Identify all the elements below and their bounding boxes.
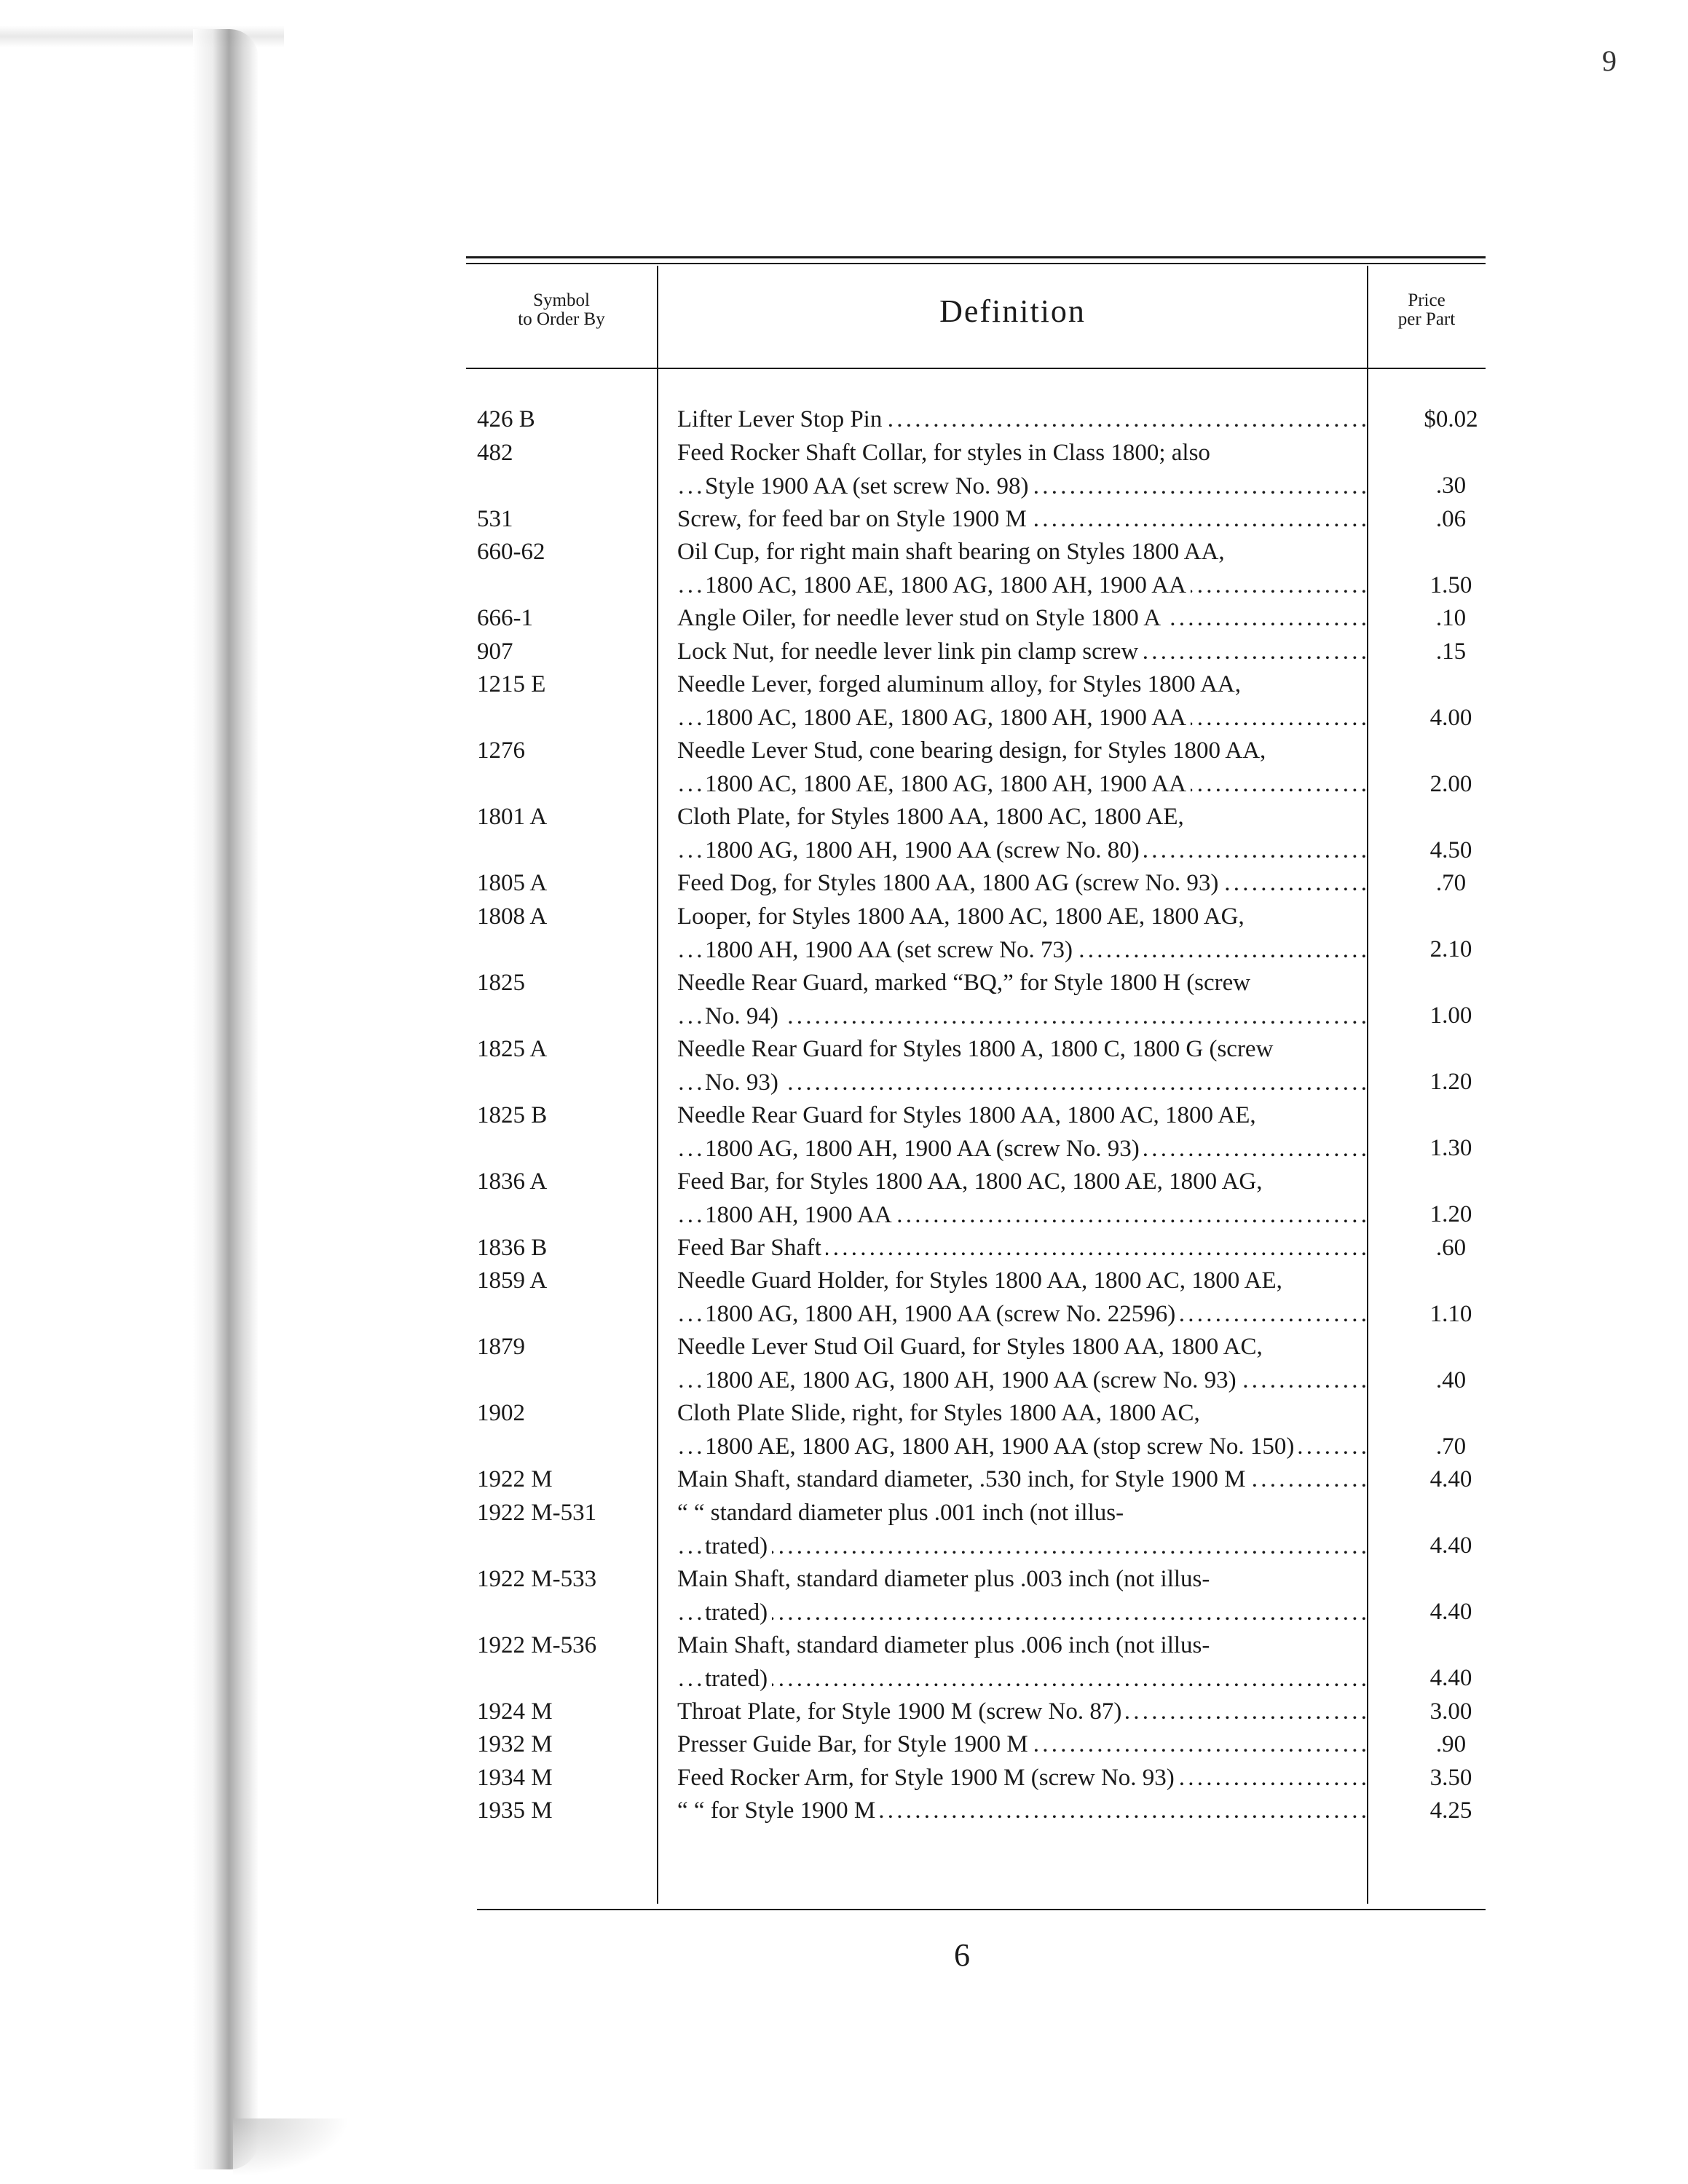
part-price: .30: [1435, 472, 1467, 499]
part-symbol: 1859 A: [477, 1267, 548, 1294]
definition-line: [677, 1400, 1365, 1433]
definition-line: [677, 1632, 1365, 1666]
part-symbol: 1932 M: [477, 1731, 553, 1757]
definition-text: “ “ standard diameter plus .001 inch (not illus-: [677, 1500, 1128, 1526]
part-definition: [677, 1036, 1365, 1103]
definition-line: [677, 705, 1365, 738]
part-price: .60: [1435, 1234, 1467, 1261]
part-definition: [677, 406, 1365, 440]
definition-text: Lifter Lever Stop Pin: [677, 406, 886, 432]
part-price: .70: [1435, 1433, 1467, 1460]
definition-text: No. 93): [705, 1069, 783, 1096]
symbol-column-header: [466, 291, 657, 330]
part-symbol: 1825 B: [477, 1101, 548, 1128]
definition-line: [677, 1566, 1365, 1599]
definition-text: Oil Cup, for right main shaft bearing on Styles 1800 AA,: [677, 539, 1229, 565]
definition-line: [677, 903, 1365, 937]
definition-text: 1800 AH, 1900 AA (set screw No. 73): [705, 937, 1077, 963]
part-definition: [677, 737, 1365, 804]
part-price: 1.30: [1429, 1135, 1472, 1161]
part-definition: [677, 1466, 1365, 1500]
definition-line: [677, 837, 1365, 871]
part-symbol: 1805 A: [477, 870, 548, 896]
symbol-header-line2: to Order By: [518, 309, 605, 330]
part-price: 2.00: [1429, 770, 1472, 797]
part-definition: [677, 1632, 1365, 1699]
definition-text: Feed Rocker Shaft Collar, for styles in Class 1800; also: [677, 440, 1215, 466]
column-divider-left: [657, 266, 658, 1904]
part-symbol: 1801 A: [477, 804, 548, 830]
definition-line: [677, 1301, 1365, 1334]
part-definition: [677, 1797, 1365, 1831]
price-header-line1: Price: [1408, 290, 1446, 310]
definition-line: [677, 1003, 1365, 1037]
definition-text: 1800 AC, 1800 AE, 1800 AG, 1800 AH, 1900 AA: [705, 572, 1191, 598]
definition-text: Needle Lever Stud, cone bearing design, for Styles 1800 AA,: [677, 737, 1270, 764]
definition-text: 1800 AC, 1800 AE, 1800 AG, 1800 AH, 1900 AA: [705, 705, 1191, 731]
definition-line: [677, 572, 1365, 606]
definition-line: [677, 1168, 1365, 1202]
definition-line: [677, 1599, 1365, 1633]
definition-text: Screw, for feed bar on Style 1900 M: [677, 506, 1031, 532]
definition-line: [677, 1433, 1365, 1467]
definition-text: 1800 AC, 1800 AE, 1800 AG, 1800 AH, 1900 AA: [705, 771, 1191, 797]
column-divider-right: [1367, 266, 1368, 1904]
definition-text: trated): [705, 1666, 772, 1692]
part-definition: [677, 539, 1365, 606]
definition-line: [677, 539, 1365, 572]
part-price: .90: [1435, 1731, 1467, 1757]
definition-line: [677, 1500, 1365, 1533]
part-price: 4.40: [1429, 1599, 1472, 1625]
definition-line: [677, 1698, 1365, 1732]
part-price: 4.40: [1429, 1665, 1472, 1691]
part-definition: [677, 870, 1365, 903]
definition-text: Angle Oiler, for needle lever stud on Style 1800 A: [677, 605, 1165, 631]
definition-line: [677, 473, 1365, 507]
definition-text: 1800 AH, 1900 AA: [705, 1202, 896, 1228]
definition-text: 1800 AG, 1800 AH, 1900 AA (screw No. 93): [705, 1136, 1144, 1162]
definition-line: [677, 1235, 1365, 1268]
part-definition: [677, 1765, 1365, 1798]
part-price: 4.50: [1429, 836, 1472, 863]
definition-text: 1800 AG, 1800 AH, 1900 AA (screw No. 22596): [705, 1301, 1180, 1327]
part-symbol: 1825: [477, 969, 525, 996]
definition-line: [677, 970, 1365, 1003]
part-price: 1.50: [1429, 571, 1472, 598]
definition-text: Lock Nut, for needle lever link pin clamp screw: [677, 638, 1143, 665]
definition-line: [677, 937, 1365, 970]
part-price: .70: [1435, 870, 1467, 896]
definition-text: Style 1900 AA (set screw No. 98): [705, 473, 1033, 499]
part-symbol: 1922 M-531: [477, 1499, 597, 1526]
definition-text: Feed Rocker Arm, for Style 1900 M (screw No. 93): [677, 1765, 1179, 1791]
part-symbol: 666-1: [477, 605, 533, 631]
part-symbol: 531: [477, 505, 513, 532]
part-price: 4.00: [1429, 704, 1472, 731]
definition-line: [677, 1069, 1365, 1103]
part-symbol: 1836 B: [477, 1234, 548, 1261]
definition-text: Throat Plate, for Style 1900 M (screw No. 87): [677, 1698, 1126, 1725]
definition-text: Feed Dog, for Styles 1800 AA, 1800 AG (screw No. 93): [677, 870, 1223, 896]
definition-text: Looper, for Styles 1800 AA, 1800 AC, 1800 AE, 1800 AG,: [677, 903, 1249, 930]
definition-line: [677, 1102, 1365, 1136]
part-definition: [677, 804, 1365, 871]
part-definition: [677, 970, 1365, 1037]
price-header-line2: per Part: [1397, 309, 1456, 330]
part-definition: [677, 671, 1365, 738]
definition-line: [677, 605, 1365, 638]
part-symbol: 907: [477, 638, 513, 665]
definition-line: [677, 1202, 1365, 1235]
part-symbol: 1836 A: [477, 1168, 548, 1195]
part-definition: [677, 440, 1365, 507]
binding-edge-bottom: [233, 2118, 350, 2177]
part-price: .15: [1435, 638, 1467, 665]
definition-text: 1800 AG, 1800 AH, 1900 AA (screw No. 80): [705, 837, 1144, 863]
definition-line: [677, 771, 1365, 804]
part-symbol: 660-62: [477, 539, 545, 565]
definition-text: Feed Bar, for Styles 1800 AA, 1800 AC, 1800 AE, 1800 AG,: [677, 1168, 1267, 1195]
definition-line: [677, 1731, 1365, 1765]
definition-text: Needle Rear Guard for Styles 1800 A, 1800 C, 1800 G (screw: [677, 1036, 1277, 1062]
part-price: .10: [1435, 605, 1467, 631]
part-definition: [677, 1267, 1365, 1334]
definition-line: [677, 1765, 1365, 1798]
part-symbol: 1934 M: [477, 1764, 553, 1791]
definition-text: Presser Guide Bar, for Style 1900 M: [677, 1731, 1033, 1757]
definition-line: [677, 1036, 1365, 1069]
definition-line: [677, 1267, 1365, 1301]
part-price: 1.20: [1429, 1201, 1472, 1227]
part-symbol: 426 B: [477, 406, 535, 432]
definition-line: [677, 1533, 1365, 1567]
part-definition: [677, 1334, 1365, 1401]
part-symbol: 1879: [477, 1334, 525, 1360]
part-definition: [677, 1698, 1365, 1732]
header-bottom-rule: [466, 368, 1486, 369]
definition-text: Needle Lever, forged aluminum alloy, for Styles 1800 AA,: [677, 671, 1245, 697]
symbol-header-line1: Symbol: [533, 290, 590, 310]
definition-line: [677, 406, 1365, 440]
definition-line: [677, 1367, 1365, 1401]
part-price: $0.02: [1424, 406, 1478, 432]
definition-line: [677, 737, 1365, 771]
part-price: 3.50: [1429, 1764, 1472, 1791]
part-price: .40: [1435, 1366, 1467, 1393]
definition-text: Cloth Plate Slide, right, for Styles 1800 AA, 1800 AC,: [677, 1400, 1204, 1426]
part-symbol: 1924 M: [477, 1698, 553, 1725]
part-definition: [677, 903, 1365, 970]
page-number: 6: [954, 1937, 970, 1973]
definition-line: [677, 804, 1365, 837]
part-price: 3.00: [1429, 1698, 1472, 1725]
definition-text: Needle Lever Stud Oil Guard, for Styles 1800 AA, 1800 AC,: [677, 1334, 1267, 1360]
part-definition: [677, 638, 1365, 672]
part-definition: [677, 1168, 1365, 1235]
part-symbol: 1276: [477, 737, 525, 764]
part-definition: [677, 1102, 1365, 1169]
definition-line: [677, 870, 1365, 903]
part-definition: [677, 1235, 1365, 1268]
definition-line: [677, 1797, 1365, 1831]
part-price: 1.00: [1429, 1002, 1472, 1029]
part-symbol: 482: [477, 439, 513, 466]
definition-line: [677, 1334, 1365, 1367]
part-definition: [677, 1500, 1365, 1567]
top-rule-1: [466, 256, 1486, 258]
part-price: 4.40: [1429, 1532, 1472, 1559]
part-price: 4.25: [1429, 1797, 1472, 1824]
part-price: 4.40: [1429, 1466, 1472, 1492]
definition-column-header: Definition: [939, 293, 1086, 329]
definition-text: Main Shaft, standard diameter plus .003 inch (not illus-: [677, 1566, 1214, 1592]
part-symbol: 1902: [477, 1400, 525, 1426]
definition-line: [677, 638, 1365, 672]
definition-text: trated): [705, 1599, 772, 1626]
price-column-header: [1368, 291, 1485, 330]
part-price: .06: [1435, 505, 1467, 532]
part-definition: [677, 605, 1365, 638]
part-symbol: 1922 M: [477, 1466, 553, 1492]
part-definition: [677, 1731, 1365, 1765]
part-symbol: 1808 A: [477, 903, 548, 930]
definition-text: Main Shaft, standard diameter, .530 inch, for Style 1900 M: [677, 1466, 1250, 1492]
definition-line: [677, 440, 1365, 473]
part-symbol: 1825 A: [477, 1035, 548, 1062]
definition-text: Needle Guard Holder, for Styles 1800 AA, 1800 AC, 1800 AE,: [677, 1267, 1287, 1294]
part-price: 1.20: [1429, 1069, 1472, 1095]
part-definition: [677, 506, 1365, 539]
book-binding-shadow: [193, 29, 259, 2169]
definition-text: Main Shaft, standard diameter plus .006 inch (not illus-: [677, 1632, 1214, 1658]
part-symbol: 1922 M-536: [477, 1631, 597, 1658]
definition-line: [677, 506, 1365, 539]
part-definition: [677, 1566, 1365, 1633]
definition-text: “ “ for Style 1900 M: [677, 1797, 880, 1824]
definition-line: [677, 671, 1365, 705]
table-bottom-rule: [477, 1909, 1486, 1910]
definition-text: 1800 AE, 1800 AG, 1800 AH, 1900 AA (stop screw No. 150): [705, 1433, 1298, 1460]
part-price: 1.10: [1429, 1300, 1472, 1327]
definition-text: Needle Rear Guard for Styles 1800 AA, 1800 AC, 1800 AE,: [677, 1102, 1261, 1128]
definition-text: trated): [705, 1533, 772, 1559]
corner-mark: 9: [1602, 44, 1617, 77]
part-price: 2.10: [1429, 936, 1472, 962]
definition-line: [677, 1466, 1365, 1500]
part-symbol: 1215 E: [477, 671, 546, 697]
part-symbol: 1922 M-533: [477, 1565, 597, 1592]
definition-line: [677, 1136, 1365, 1169]
top-rule-2: [466, 263, 1486, 264]
part-symbol: 1935 M: [477, 1797, 553, 1824]
part-definition: [677, 1400, 1365, 1467]
definition-text: Feed Bar Shaft: [677, 1235, 826, 1261]
definition-text: Cloth Plate, for Styles 1800 AA, 1800 AC, 1800 AE,: [677, 804, 1188, 830]
definition-text: Needle Rear Guard, marked “BQ,” for Style 1800 H (screw: [677, 970, 1255, 996]
definition-line: [677, 1666, 1365, 1699]
definition-text: No. 94): [705, 1003, 783, 1029]
definition-text: 1800 AE, 1800 AG, 1800 AH, 1900 AA (screw No. 93): [705, 1367, 1241, 1393]
